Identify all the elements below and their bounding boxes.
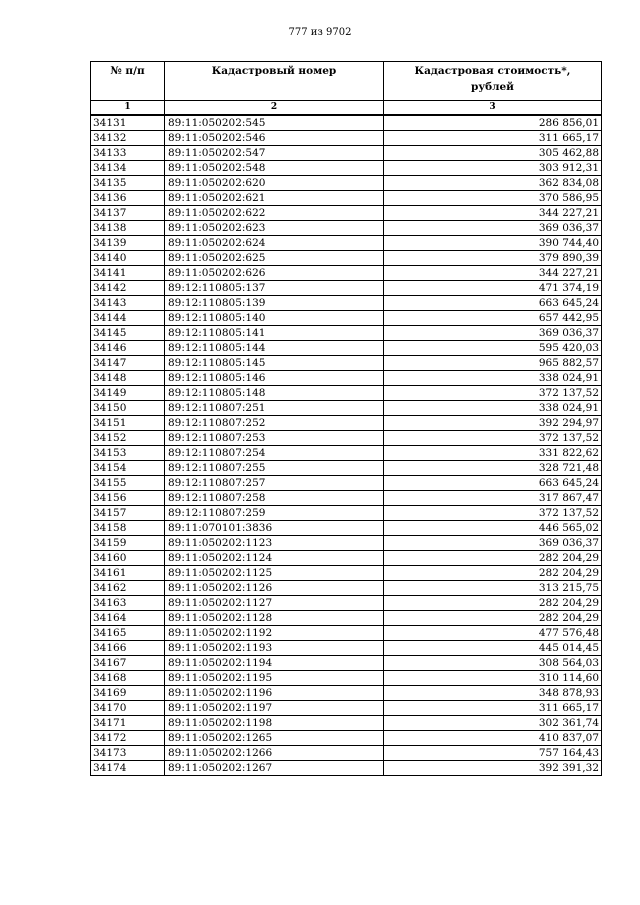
cadastral-number-cell: 89:12:110807:252 xyxy=(165,416,384,431)
cadastral-value-cell: 286 856,01 xyxy=(384,115,602,131)
cadastral-value-cell: 338 024,91 xyxy=(384,371,602,386)
cadastral-number-cell: 89:12:110807:259 xyxy=(165,506,384,521)
table-row xyxy=(91,716,602,731)
cadastral-number-cell: 89:12:110805:145 xyxy=(165,356,384,371)
cadastral-value-cell: 663 645,24 xyxy=(384,296,602,311)
table-row xyxy=(91,491,602,506)
cadastral-number-cell: 89:11:050202:1197 xyxy=(165,701,384,716)
header-row-number: № п/п xyxy=(91,62,165,101)
row-number-cell: 34152 xyxy=(91,431,165,446)
header-cadastral-value xyxy=(384,62,602,101)
table-row xyxy=(91,641,602,656)
table-row xyxy=(91,326,602,341)
row-number-cell: 34140 xyxy=(91,251,165,266)
cadastral-value-cell: 362 834,08 xyxy=(384,176,602,191)
cadastral-value-cell: 310 114,60 xyxy=(384,671,602,686)
row-number-cell: 34135 xyxy=(91,176,165,191)
cadastral-value-cell: 392 294,97 xyxy=(384,416,602,431)
cadastral-value-cell: 595 420,03 xyxy=(384,341,602,356)
cadastral-number-cell: 89:12:110805:137 xyxy=(165,281,384,296)
table-row xyxy=(91,596,602,611)
cadastral-value-cell: 372 137,52 xyxy=(384,506,602,521)
cadastral-value-cell: 379 890,39 xyxy=(384,251,602,266)
table-row xyxy=(91,311,602,326)
header-cadastral-number: Кадастровый номер xyxy=(165,62,384,101)
table-row xyxy=(91,746,602,761)
table-row xyxy=(91,131,602,146)
table-row xyxy=(91,671,602,686)
page-number-header: 777 из 9702 xyxy=(288,27,352,38)
cadastral-number-cell: 89:11:050202:1128 xyxy=(165,611,384,626)
table-row xyxy=(91,581,602,596)
table-row xyxy=(91,206,602,221)
cadastral-number-cell: 89:11:050202:621 xyxy=(165,191,384,206)
table-row xyxy=(91,266,602,281)
row-number-cell: 34164 xyxy=(91,611,165,626)
cadastral-number-cell: 89:11:050202:1125 xyxy=(165,566,384,581)
table-row xyxy=(91,551,602,566)
row-number-cell: 34139 xyxy=(91,236,165,251)
row-number-cell: 34159 xyxy=(91,536,165,551)
row-number-cell: 34138 xyxy=(91,221,165,236)
cadastral-value-cell: 282 204,29 xyxy=(384,566,602,581)
column-number-3: 3 xyxy=(384,101,602,116)
row-number-cell: 34165 xyxy=(91,626,165,641)
table-row xyxy=(91,161,602,176)
row-number-cell: 34162 xyxy=(91,581,165,596)
cadastral-number-cell: 89:11:050202:1194 xyxy=(165,656,384,671)
table-row xyxy=(91,296,602,311)
table-row xyxy=(91,191,602,206)
cadastral-number-cell: 89:11:050202:625 xyxy=(165,251,384,266)
row-number-cell: 34163 xyxy=(91,596,165,611)
cadastral-value-cell: 305 462,88 xyxy=(384,146,602,161)
cadastral-number-cell: 89:11:050202:1123 xyxy=(165,536,384,551)
cadastral-number-cell: 89:12:110805:146 xyxy=(165,371,384,386)
table-row xyxy=(91,146,602,161)
table-row xyxy=(91,386,602,401)
cadastral-value-cell: 317 867,47 xyxy=(384,491,602,506)
row-number-cell: 34172 xyxy=(91,731,165,746)
table-row xyxy=(91,236,602,251)
cadastral-value-cell: 392 391,32 xyxy=(384,761,602,776)
cadastral-value-cell: 308 564,03 xyxy=(384,656,602,671)
cadastral-number-cell: 89:11:050202:546 xyxy=(165,131,384,146)
row-number-cell: 34141 xyxy=(91,266,165,281)
cadastral-value-cell: 311 665,17 xyxy=(384,701,602,716)
row-number-cell: 34151 xyxy=(91,416,165,431)
table-row xyxy=(91,521,602,536)
cadastral-value-cell: 369 036,37 xyxy=(384,221,602,236)
cadastral-value-cell: 344 227,21 xyxy=(384,206,602,221)
row-number-cell: 34147 xyxy=(91,356,165,371)
cadastral-value-cell: 369 036,37 xyxy=(384,326,602,341)
row-number-cell: 34154 xyxy=(91,461,165,476)
cadastral-number-cell: 89:11:050202:1198 xyxy=(165,716,384,731)
row-number-cell: 34150 xyxy=(91,401,165,416)
cadastral-number-cell: 89:12:110807:258 xyxy=(165,491,384,506)
cadastral-value-cell: 477 576,48 xyxy=(384,626,602,641)
cadastral-value-cell: 390 744,40 xyxy=(384,236,602,251)
row-number-cell: 34158 xyxy=(91,521,165,536)
row-number-cell: 34144 xyxy=(91,311,165,326)
cadastral-number-cell: 89:11:050202:547 xyxy=(165,146,384,161)
cadastral-number-cell: 89:12:110805:139 xyxy=(165,296,384,311)
row-number-cell: 34168 xyxy=(91,671,165,686)
table-row xyxy=(91,281,602,296)
row-number-cell: 34161 xyxy=(91,566,165,581)
cadastral-number-cell: 89:11:050202:622 xyxy=(165,206,384,221)
cadastral-value-cell: 328 721,48 xyxy=(384,461,602,476)
cadastral-number-cell: 89:11:050202:1124 xyxy=(165,551,384,566)
row-number-cell: 34136 xyxy=(91,191,165,206)
cadastral-value-cell: 471 374,19 xyxy=(384,281,602,296)
header-cadastral-value-line1: Кадастровая стоимость*, xyxy=(414,65,571,77)
row-number-cell: 34133 xyxy=(91,146,165,161)
table-row xyxy=(91,611,602,626)
cadastral-number-cell: 89:12:110807:255 xyxy=(165,461,384,476)
cadastral-value-cell: 370 586,95 xyxy=(384,191,602,206)
cadastral-number-cell: 89:11:050202:1126 xyxy=(165,581,384,596)
cadastral-value-cell: 663 645,24 xyxy=(384,476,602,491)
cadastral-number-cell: 89:11:050202:1127 xyxy=(165,596,384,611)
table-row xyxy=(91,761,602,776)
cadastral-value-cell: 369 036,37 xyxy=(384,536,602,551)
table-row xyxy=(91,251,602,266)
row-number-cell: 34171 xyxy=(91,716,165,731)
cadastral-value-cell: 282 204,29 xyxy=(384,596,602,611)
cadastral-number-cell: 89:11:050202:626 xyxy=(165,266,384,281)
table-row xyxy=(91,536,602,551)
cadastral-value-cell: 372 137,52 xyxy=(384,386,602,401)
row-number-cell: 34174 xyxy=(91,761,165,776)
cadastral-value-cell: 302 361,74 xyxy=(384,716,602,731)
column-number-1: 1 xyxy=(91,101,165,116)
cadastral-value-cell: 445 014,45 xyxy=(384,641,602,656)
row-number-cell: 34173 xyxy=(91,746,165,761)
cadastral-number-cell: 89:11:050202:548 xyxy=(165,161,384,176)
cadastral-value-cell: 410 837,07 xyxy=(384,731,602,746)
cadastral-value-cell: 282 204,29 xyxy=(384,611,602,626)
cadastral-value-cell: 657 442,95 xyxy=(384,311,602,326)
table-row xyxy=(91,371,602,386)
row-number-cell: 34157 xyxy=(91,506,165,521)
row-number-cell: 34134 xyxy=(91,161,165,176)
row-number-cell: 34132 xyxy=(91,131,165,146)
row-number-cell: 34170 xyxy=(91,701,165,716)
cadastral-value-cell: 331 822,62 xyxy=(384,446,602,461)
cadastral-value-cell: 446 565,02 xyxy=(384,521,602,536)
cadastral-number-cell: 89:11:050202:1196 xyxy=(165,686,384,701)
cadastral-value-cell: 303 912,31 xyxy=(384,161,602,176)
header-cadastral-value-line2: рублей xyxy=(471,81,514,93)
row-number-cell: 34155 xyxy=(91,476,165,491)
table-row xyxy=(91,656,602,671)
cadastral-number-cell: 89:11:070101:3836 xyxy=(165,521,384,536)
cadastral-value-cell: 313 215,75 xyxy=(384,581,602,596)
table-row xyxy=(91,476,602,491)
row-number-cell: 34146 xyxy=(91,341,165,356)
row-number-cell: 34143 xyxy=(91,296,165,311)
cadastral-number-cell: 89:12:110805:141 xyxy=(165,326,384,341)
cadastral-number-cell: 89:11:050202:1266 xyxy=(165,746,384,761)
cadastral-value-table xyxy=(90,61,602,776)
row-number-cell: 34148 xyxy=(91,371,165,386)
cadastral-number-cell: 89:11:050202:1265 xyxy=(165,731,384,746)
row-number-cell: 34166 xyxy=(91,641,165,656)
row-number-cell: 34160 xyxy=(91,551,165,566)
cadastral-value-cell: 282 204,29 xyxy=(384,551,602,566)
row-number-cell: 34131 xyxy=(91,115,165,131)
cadastral-value-cell: 338 024,91 xyxy=(384,401,602,416)
cadastral-number-cell: 89:11:050202:1195 xyxy=(165,671,384,686)
table-row xyxy=(91,341,602,356)
cadastral-number-cell: 89:11:050202:1267 xyxy=(165,761,384,776)
table-row xyxy=(91,416,602,431)
cadastral-number-cell: 89:11:050202:1192 xyxy=(165,626,384,641)
cadastral-number-cell: 89:12:110807:251 xyxy=(165,401,384,416)
table-row xyxy=(91,626,602,641)
table-row xyxy=(91,731,602,746)
table-row xyxy=(91,356,602,371)
row-number-cell: 34145 xyxy=(91,326,165,341)
cadastral-value-cell: 348 878,93 xyxy=(384,686,602,701)
table-row xyxy=(91,461,602,476)
row-number-cell: 34137 xyxy=(91,206,165,221)
table-row xyxy=(91,401,602,416)
cadastral-number-cell: 89:11:050202:545 xyxy=(165,115,384,131)
table-row xyxy=(91,506,602,521)
table-body xyxy=(91,115,602,776)
row-number-cell: 34169 xyxy=(91,686,165,701)
row-number-cell: 34156 xyxy=(91,491,165,506)
cadastral-number-cell: 89:12:110805:140 xyxy=(165,311,384,326)
cadastral-number-cell: 89:12:110807:253 xyxy=(165,431,384,446)
cadastral-number-cell: 89:12:110805:144 xyxy=(165,341,384,356)
cadastral-value-cell: 311 665,17 xyxy=(384,131,602,146)
cadastral-number-cell: 89:11:050202:1193 xyxy=(165,641,384,656)
table-row xyxy=(91,221,602,236)
cadastral-number-cell: 89:12:110807:257 xyxy=(165,476,384,491)
cadastral-number-cell: 89:11:050202:623 xyxy=(165,221,384,236)
column-number-2: 2 xyxy=(165,101,384,116)
cadastral-value-cell: 344 227,21 xyxy=(384,266,602,281)
cadastral-value-cell: 965 882,57 xyxy=(384,356,602,371)
cadastral-value-cell: 757 164,43 xyxy=(384,746,602,761)
row-number-cell: 34167 xyxy=(91,656,165,671)
table-row xyxy=(91,115,602,131)
table-row xyxy=(91,701,602,716)
table-row xyxy=(91,566,602,581)
table-row xyxy=(91,446,602,461)
row-number-cell: 34149 xyxy=(91,386,165,401)
row-number-cell: 34142 xyxy=(91,281,165,296)
cadastral-number-cell: 89:11:050202:624 xyxy=(165,236,384,251)
cadastral-value-cell: 372 137,52 xyxy=(384,431,602,446)
cadastral-number-cell: 89:12:110805:148 xyxy=(165,386,384,401)
table-row xyxy=(91,686,602,701)
cadastral-number-cell: 89:12:110807:254 xyxy=(165,446,384,461)
table-row xyxy=(91,176,602,191)
row-number-cell: 34153 xyxy=(91,446,165,461)
table-row xyxy=(91,431,602,446)
cadastral-number-cell: 89:11:050202:620 xyxy=(165,176,384,191)
